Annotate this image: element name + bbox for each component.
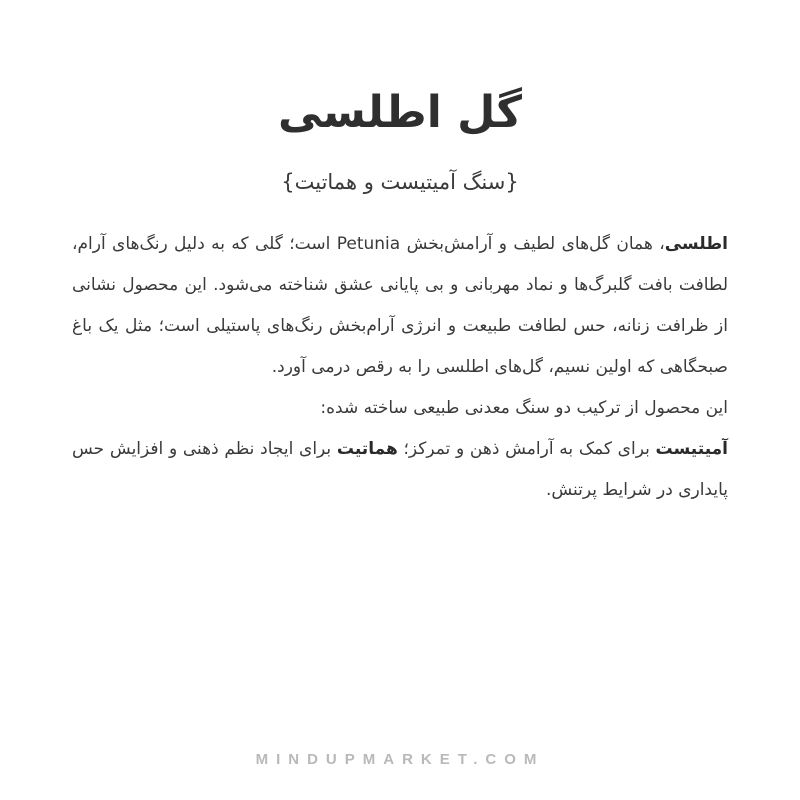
- stone-name-hematite: هماتیت: [336, 439, 398, 459]
- latin-flower-name: Petunia: [336, 234, 401, 254]
- paragraph-2-intro: این محصول از ترکیب دو سنگ معدنی طبیعی ساخته شده:: [320, 398, 728, 418]
- stone-name-amethyst: آمیتیست: [655, 439, 728, 459]
- stone-desc-hematite: برای ایجاد نظم ذهنی و افزایش حس پایداری در شرایط پرتنش.: [72, 439, 728, 500]
- description-paragraph-1: [72, 224, 728, 388]
- paragraph-1-text-part-1: ، همان گل‌های لطیف و آرامش‌بخش: [400, 234, 665, 254]
- page-title: گل اطلسی: [278, 87, 522, 138]
- page-subtitle: {سنگ آمیتیست و هماتیت}: [281, 170, 519, 194]
- footer-website: MINDUPMARKET.COM: [255, 751, 545, 768]
- description-paragraph-2: [72, 388, 728, 511]
- stone-desc-amethyst: برای کمک به آرامش ذهن و تمرکز؛: [397, 439, 656, 459]
- bold-lead-word: اطلسی: [664, 234, 728, 254]
- description-body: [72, 224, 728, 511]
- paragraph-1-text-part-2: است؛ گلی که به دلیل رنگ‌های آرام، لطافت بافت گلبرگ‌ها و نماد مهربانی و بی پایانی عشق شناخته می‌شود. این محصول نشانی از ظرافت زنانه، حس لطافت طبیعت و انرژی آرام‌بخش رنگ‌های پاستیلی است؛ مثل یک باغ صبحگاهی که اولین نسیم، گل‌های اطلسی را به رقص درمی آورد.: [72, 234, 728, 377]
